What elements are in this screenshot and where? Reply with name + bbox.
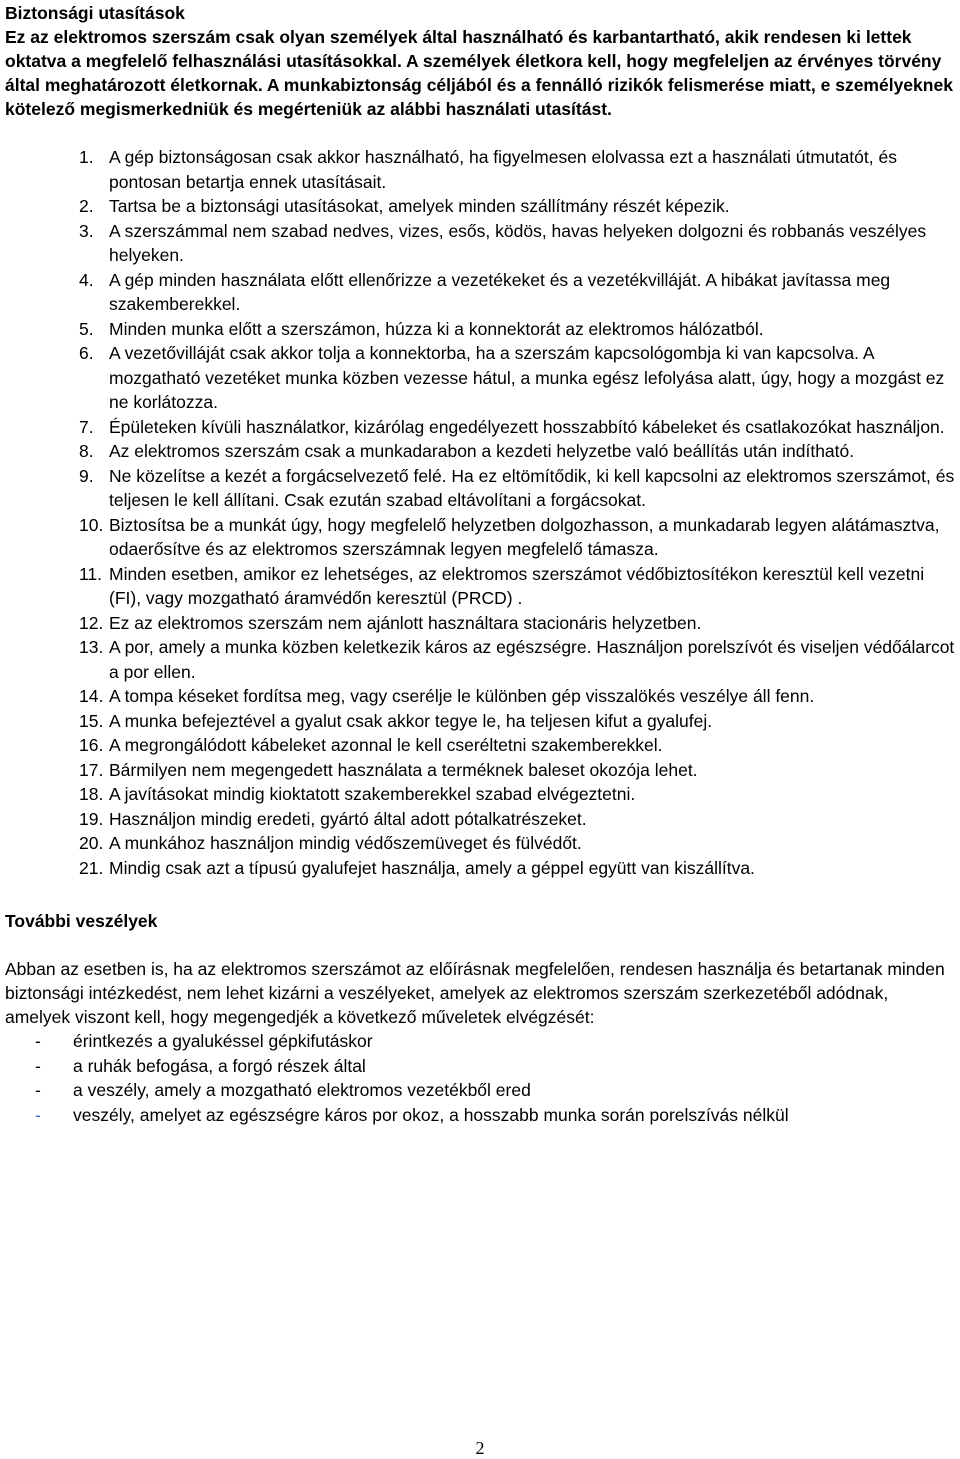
item-number: 19. [79,808,104,829]
item-text: Minden esetben, amikor ez lehetséges, az elektromos szerszámot védőbiztosítékon keresztül kell vezetni (FI), vagy mozgatható áramvédőn keresztül (PRCD) . [109,563,925,608]
list-item [5,562,957,611]
item-text: A munkához használjon mindig védőszemüveget és fülvédőt. [109,833,582,853]
item-text: Használjon mindig eredeti, gyártó által adott pótalkatrészeket. [109,808,587,829]
item-text: A javításokat mindig kioktatott szakemberekkel szabad elvégeztetni. [109,784,636,804]
item-number: 18. [79,784,104,804]
item-number: 6. [79,343,94,363]
item-text: A por, amely a munka közben keletkezik káros az egészségre. Használjon porelszívót és viseljen védőálarcot a por ellen. [109,637,955,682]
item-number: 7. [79,416,94,437]
item-text: Minden munka előtt a szerszámon, húzza ki a konnektorát az elektromos hálózatból. [109,318,764,339]
dash-bullet: - [35,1080,41,1100]
list-item [5,1103,957,1128]
item-text: Az elektromos szerszám csak a munkadarabon a kezdeti helyzetbe való beállítás után indítható. [109,441,855,461]
item-text: a ruhák befogása, a forgó részek által [73,1055,366,1076]
list-item [5,513,957,562]
dash-bullet: - [35,1104,41,1125]
further-dangers-paragraph: Abban az esetben is, ha az elektromos szerszámot az előírásnak megfelelően, rendesen használja és betartanak minden biztonsági intézkedést, nem lehet kizárni a veszélyeket, amelyek az elektromos szerszám szerkezetéből adódnak, amelyek viszont kell, hogy megengedjék a következő műveletek elvégzését: [5,959,945,1027]
list-item [5,1029,957,1054]
list-item [5,194,957,219]
item-number: 8. [79,441,94,461]
item-number: 20. [79,833,104,853]
list-item [5,856,957,881]
item-number: 9. [79,465,94,486]
item-number: 21. [79,857,104,878]
item-text: A tompa késeket fordítsa meg, vagy cserélje le különben gép visszalökés veszélye áll fenn. [109,686,815,706]
item-number: 5. [79,318,94,339]
list-item [5,758,957,783]
item-text: Mindig csak azt a típusú gyalufejet használja, amely a géppel együtt van kiszállítva. [109,857,755,878]
list-item [5,1054,957,1079]
item-number: 10. [79,514,104,535]
list-item [5,831,957,856]
list-item [5,782,957,807]
item-text: Ne közelítse a kezét a forgácselvezető felé. Ha ez eltömítődik, ki kell kapcsolni az elektromos szerszámot, és teljesen le kell állítani. Csak ezután szabad eltávolítani a forgácsokat. [109,465,955,510]
list-item [5,1078,957,1103]
item-number: 11. [79,563,103,584]
list-item [5,684,957,709]
item-text: Biztosítsa be a munkát úgy, hogy megfelelő helyzetben dolgozhasson, a munkadarab legyen alátámasztva, odaerősítve és az elektromos szerszámnak legyen megfelelő támasza. [109,514,940,559]
section-title-further-dangers: További veszélyek [5,911,158,931]
dangers-list [5,1029,957,1127]
item-text: A gép minden használata előtt ellenőrizze a vezetékeket és a vezetékvilláját. A hibákat javítassa meg szakemberekkel. [109,269,891,314]
item-text: A vezetővilláját csak akkor tolja a konnektorba, ha a szerszám kapcsológombja ki van kapcsolva. A mozgatható vezetéket munka közben vezesse hátul, a munka egész lefolyása alatt, úgy, hogy a mozgást ez ne korlátozza. [109,343,945,412]
list-item [5,145,957,194]
list-item [5,219,957,268]
item-text: A szerszámmal nem szabad nedves, vizes, esős, ködös, havas helyeken dolgozni és robbanás veszélyes helyeken. [109,220,927,265]
document-page [5,0,957,1127]
dash-bullet: - [35,1031,41,1051]
list-item [5,415,957,440]
item-number: 16. [79,735,104,755]
item-number: 14. [79,686,104,706]
item-text: Ez az elektromos szerszám nem ajánlott használtara stacionáris helyzetben. [109,612,702,633]
list-item [5,611,957,636]
item-text: veszély, amelyet az egészségre káros por okoz, a hosszabb munka során porelszívás nélkül [73,1104,789,1125]
item-text: érintkezés a gyalukéssel gépkifutáskor [73,1031,373,1051]
item-text: Bármilyen nem megengedett használata a terméknek baleset okozója lehet. [109,759,698,780]
page-number: 2 [475,1438,485,1458]
item-number: 2. [79,196,94,216]
item-text: A munka befejeztével a gyalut csak akkor tegye le, ha teljesen kifut a gyalufej. [109,710,713,731]
item-text: a veszély, amely a mozgatható elektromos vezetékből ered [73,1080,531,1100]
item-number: 13. [79,637,104,657]
list-item [5,439,957,464]
item-number: 15. [79,710,104,731]
intro-paragraph: Ez az elektromos szerszám csak olyan személyek által használható és karbantartható, akik rendesen ki lettek oktatva a megfelelő felhasználási utasításokkal. A személyek életkora kell, hogy megfeleljen az érvényes törvény által meghatározott életkornak. A munkabiztonság céljából és a fennálló rizikók felismerése miatt, e személyeknek kötelező megismerkedniük és megérteniük az alábbi használati utasítást. [5,27,953,119]
item-text: Tartsa be a biztonsági utasításokat, amelyek minden szállítmány részét képezik. [109,196,730,216]
item-number: 12. [79,612,104,633]
list-item [5,635,957,684]
list-item [5,807,957,832]
item-number: 17. [79,759,104,780]
item-number: 4. [79,269,94,290]
list-item [5,341,957,415]
item-number: 3. [79,220,94,241]
safety-rules-list [5,145,957,880]
list-item [5,317,957,342]
item-text: A megrongálódott kábeleket azonnal le kell cseréltetni szakemberekkel. [109,735,663,755]
list-item [5,709,957,734]
item-text: Épületeken kívüli használatkor, kizárólag engedélyezett hosszabbító kábeleket és csatlakozókat használjon. [109,416,945,437]
dash-bullet: - [35,1055,41,1076]
list-item [5,733,957,758]
list-item [5,464,957,513]
item-text: A gép biztonságosan csak akkor használható, ha figyelmesen elolvassa ezt a használati útmutatót, és pontosan betartja ennek utasításait. [109,147,897,192]
list-item [5,268,957,317]
page-title: Biztonsági utasítások [5,3,185,23]
item-number: 1. [79,147,94,167]
